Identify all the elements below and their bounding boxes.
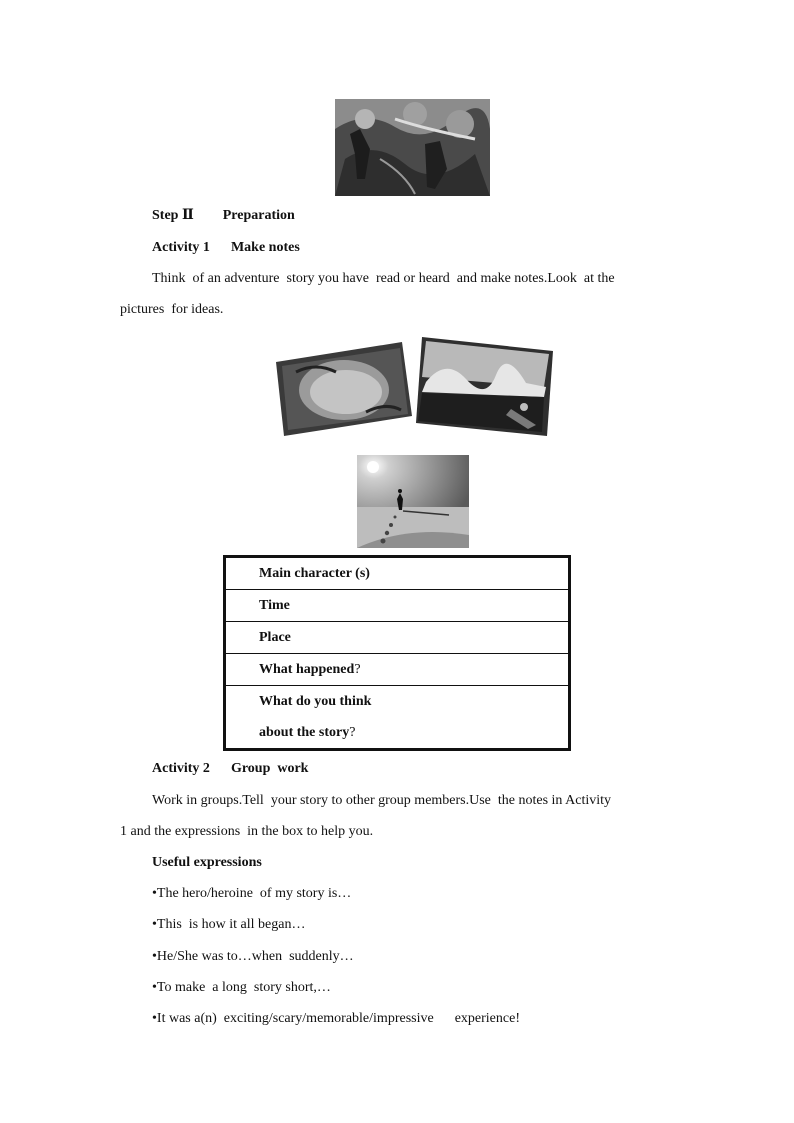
activity2-label: Activity 2 xyxy=(152,761,210,776)
expression-item: •The hero/heroine of my story is… xyxy=(152,886,352,901)
jungle-explorers-photo xyxy=(335,99,490,196)
table-cell-main-character: Main character (s) xyxy=(225,557,570,590)
notes-table xyxy=(223,555,571,751)
activity2-instruction-line2: 1 and the expressions in the box to help you. xyxy=(120,824,374,839)
useful-expressions-heading: Useful expressions xyxy=(152,855,262,870)
activity1-instruction-line2: pictures for ideas. xyxy=(120,302,224,317)
table-row xyxy=(225,557,570,590)
table-cell-time: Time xyxy=(225,590,570,622)
boat-wave-photo xyxy=(416,337,553,436)
table-row xyxy=(225,622,570,654)
question-mark: ? xyxy=(354,661,361,677)
question-mark: ? xyxy=(349,725,356,740)
expression-item: •To make a long story short,… xyxy=(152,980,331,995)
opinion-line1: What do you think xyxy=(259,694,372,709)
table-cell-what-happened xyxy=(225,654,570,686)
activity2-instruction-line1: Work in groups.Tell your story to other group members.Use the notes in Activity xyxy=(152,793,612,808)
expression-item: •He/She was to…when suddenly… xyxy=(152,949,354,964)
expression-item: •It was a(n) exciting/scary/memorable/impressive experience! xyxy=(152,1011,520,1026)
step-title: Preparation xyxy=(222,208,295,223)
activity1-label: Activity 1 xyxy=(152,240,210,255)
step-label: Step Ⅱ xyxy=(152,208,194,223)
table-row xyxy=(225,590,570,622)
opinion-line2: about the story xyxy=(259,725,350,740)
activity1-instruction-line1: Think of an adventure story you have read or heard and make notes.Look at the xyxy=(152,271,615,286)
what-happened-label: What happened xyxy=(259,661,355,677)
table-cell-opinion xyxy=(225,686,570,750)
cave-photo xyxy=(276,342,412,436)
table-cell-place: Place xyxy=(225,622,570,654)
activity1-title: Make notes xyxy=(230,240,300,255)
expression-item: •This is how it all began… xyxy=(152,917,306,932)
table-row xyxy=(225,654,570,686)
activity2-title: Group work xyxy=(230,761,309,776)
table-row xyxy=(225,686,570,750)
desert-walker-photo xyxy=(357,455,469,548)
